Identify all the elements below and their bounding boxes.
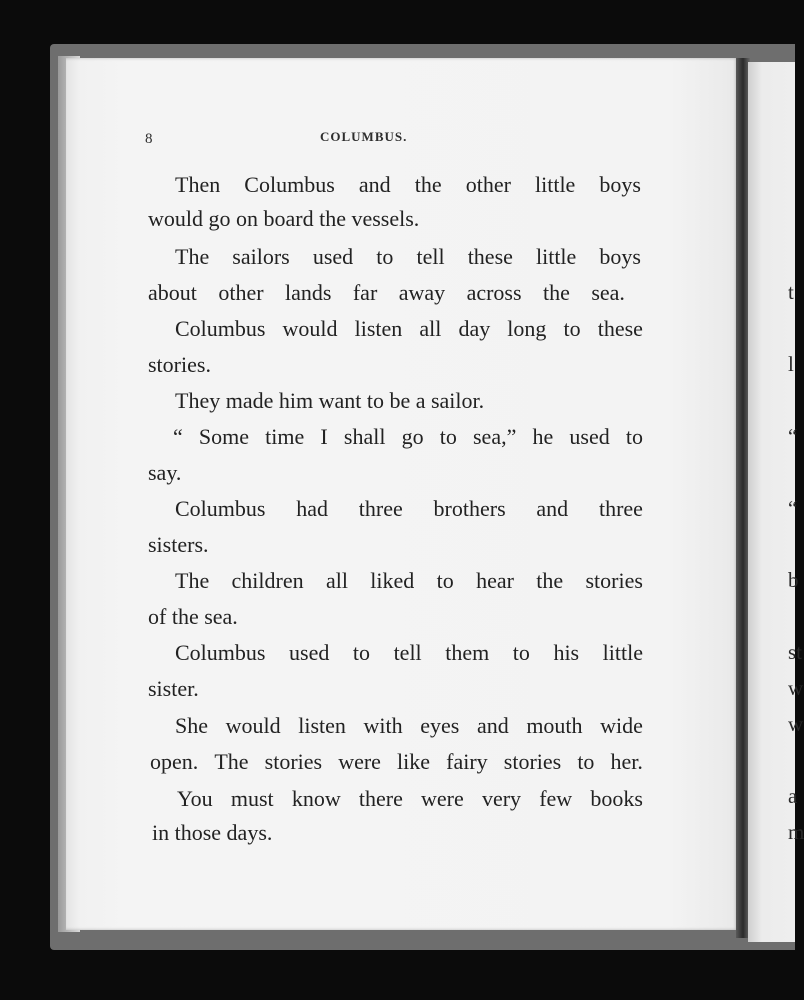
word: stories	[503, 749, 562, 774]
text-line: of the sea.	[148, 604, 238, 629]
word: sailors	[232, 244, 290, 269]
word: were	[421, 786, 464, 811]
word: all	[419, 316, 442, 341]
word: to	[352, 640, 371, 665]
text-line: sisters.	[148, 532, 209, 557]
word: and	[476, 713, 509, 738]
facing-page-fragment: l	[788, 352, 794, 376]
facing-page-fragment: w	[788, 676, 804, 700]
word: She	[175, 713, 208, 738]
text-line	[175, 640, 643, 666]
word: eyes	[420, 713, 460, 738]
word: had	[296, 496, 329, 521]
word: brothers	[433, 496, 506, 521]
word: there	[358, 786, 403, 811]
word: he	[532, 424, 554, 449]
word: stories	[585, 568, 643, 593]
facing-page-fragment: t	[788, 280, 794, 304]
word: were	[338, 749, 381, 774]
word: them	[445, 640, 490, 665]
word: to	[376, 244, 394, 269]
word: sea,”	[473, 424, 517, 449]
page-number: 8	[145, 131, 153, 147]
text-line	[175, 713, 643, 739]
word: very	[481, 786, 522, 811]
word: to	[577, 749, 595, 774]
word: these	[467, 244, 513, 269]
word: Some	[198, 424, 250, 449]
word: far	[352, 280, 378, 305]
word: tell	[393, 640, 422, 665]
word: mouth	[526, 713, 583, 738]
word: the	[414, 172, 442, 197]
word: the	[536, 568, 564, 593]
word: three	[598, 496, 643, 521]
word: used	[569, 424, 610, 449]
word: like	[397, 749, 431, 774]
word: listen	[354, 316, 403, 341]
word: listen	[298, 713, 346, 738]
word: children	[231, 568, 304, 593]
text-line	[175, 172, 641, 198]
running-head: COLUMBUS.	[320, 129, 408, 144]
word: fairy	[446, 749, 488, 774]
word: about	[148, 280, 197, 305]
word: and	[358, 172, 391, 197]
word: know	[291, 786, 341, 811]
word: all	[325, 568, 348, 593]
word: “	[173, 424, 183, 449]
word: to	[439, 424, 457, 449]
word: boys	[599, 172, 641, 197]
word: stories	[264, 749, 323, 774]
facing-page-fragment: b	[788, 568, 799, 592]
word: The	[175, 244, 210, 269]
facing-page-fragment: “	[788, 496, 798, 520]
word: open.	[150, 749, 199, 774]
word: Columbus	[175, 316, 266, 341]
text-line	[175, 244, 641, 270]
word: to	[563, 316, 581, 341]
word: Then	[175, 172, 221, 197]
word: sea.	[591, 280, 625, 305]
word: I	[320, 424, 328, 449]
word: Columbus	[175, 640, 266, 665]
word: his	[553, 640, 580, 665]
word: to	[512, 640, 530, 665]
word: go	[401, 424, 424, 449]
facing-page-fragment: “	[788, 424, 798, 448]
word: tell	[416, 244, 445, 269]
word: The	[175, 568, 210, 593]
word: would	[282, 316, 338, 341]
word: books	[590, 786, 643, 811]
word: with	[363, 713, 403, 738]
word: Columbus	[244, 172, 335, 197]
text-line: stories.	[148, 352, 211, 377]
word: You	[177, 786, 213, 811]
text-line	[148, 280, 625, 306]
facing-page-fragment: w	[788, 712, 804, 736]
word: lands	[284, 280, 332, 305]
word: these	[597, 316, 643, 341]
text-line	[175, 568, 643, 594]
facing-page	[748, 62, 804, 942]
word: wide	[600, 713, 643, 738]
word: the	[543, 280, 570, 305]
word: away	[398, 280, 446, 305]
word: little	[602, 640, 643, 665]
facing-page-fragment: a	[788, 784, 798, 808]
word: boys	[599, 244, 641, 269]
text-line: would go on board the vessels.	[148, 206, 420, 231]
word: other	[218, 280, 264, 305]
text-line	[177, 786, 643, 812]
word: hear	[476, 568, 514, 593]
word: Columbus	[175, 496, 266, 521]
text-line	[173, 424, 643, 450]
text-line: sister.	[148, 676, 199, 701]
facing-page-fragment: m	[788, 820, 804, 844]
word: shall	[343, 424, 386, 449]
word: The	[214, 749, 249, 774]
word: other	[465, 172, 511, 197]
word: would	[225, 713, 281, 738]
word: to	[436, 568, 454, 593]
text-line: say.	[148, 460, 182, 485]
word: liked	[370, 568, 415, 593]
word: her.	[610, 749, 643, 774]
text-line: They made him want to be a sailor.	[175, 388, 485, 413]
text-line	[150, 749, 643, 775]
word: used	[289, 640, 330, 665]
word: three	[358, 496, 403, 521]
word: to	[625, 424, 643, 449]
word: few	[539, 786, 573, 811]
word: little	[535, 244, 577, 269]
word: long	[507, 316, 547, 341]
text-line	[175, 316, 643, 342]
word: day	[458, 316, 491, 341]
text-line: in those days.	[152, 820, 273, 845]
text-line	[175, 496, 643, 522]
word: little	[535, 172, 576, 197]
word: time	[265, 424, 305, 449]
word: and	[536, 496, 569, 521]
word: used	[312, 244, 354, 269]
word: across	[466, 280, 522, 305]
word: must	[230, 786, 274, 811]
facing-page-fragment: st	[788, 640, 803, 664]
